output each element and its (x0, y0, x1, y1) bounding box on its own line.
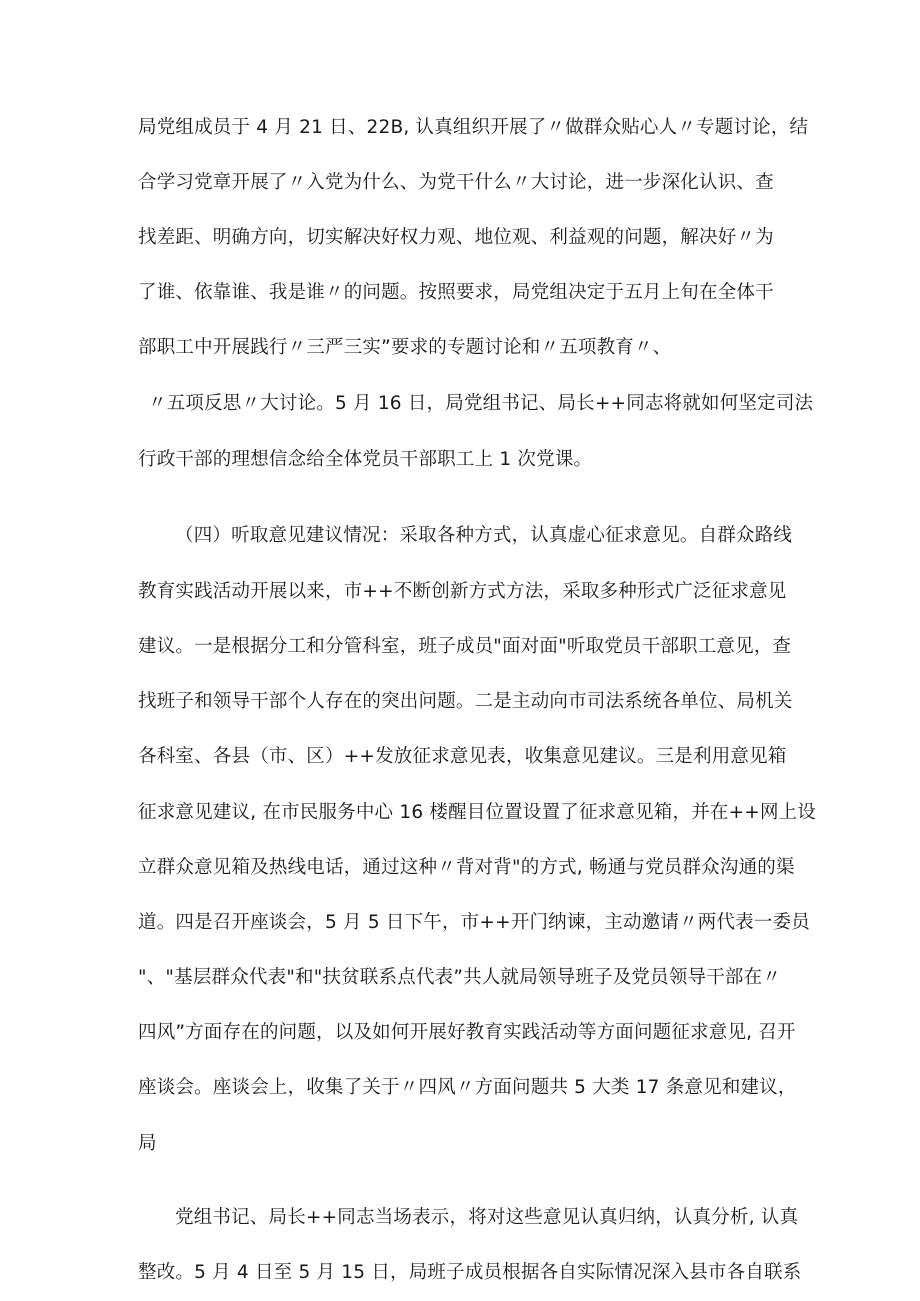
text-line: 行政干部的理想信念给全体党员干部职工上 1 次党课。 (138, 449, 593, 470)
text-line: 整改。5 月 4 日至 5 月 15 日，局班子成员根据各自实际情况深入县市各自联系 (138, 1262, 802, 1283)
text-line: 教育实践活动开展以来，市++不断创新方式方法，采取多种形式广泛征求意见 (138, 581, 787, 602)
text-line: 了谁、依靠谁、我是谁〃的问题。按照要求，局党组决定于五月上旬在全体干 (138, 282, 774, 303)
text-line: "、"基层群众代表"和"扶贫联系点代表”共人就局领导班子及党员领导干部在〃 (138, 967, 782, 988)
text-line: 征求意见建议, 在市民服务中心 16 楼醒目位置设置了征求意见箱，并在++网上设 (138, 802, 817, 823)
text-line: 局 (138, 1133, 157, 1154)
text-line: 部职工中开展践行〃三严三实”要求的专题讨论和〃五项教育〃、 (138, 337, 672, 358)
text-line: 各科室、各县（市、区）++发放征求意见表，收集意见建议。三是利用意见箱 (138, 746, 787, 767)
text-line: 道。四是召开座谈会，5 月 5 日下午，市++开门纳谏，主动邀请〃两代表一委员 (138, 912, 810, 933)
text-line: 局党组成员于 4 月 21 日、22B, 认真组织开展了〃做群众贴心人〃专题讨论，结 (138, 117, 809, 138)
text-line: 找班子和领导干部个人存在的突出问题。二是主动向市司法系统各单位、局机关 (138, 691, 793, 712)
text-line: 〃五项反思〃大讨论。5 月 16 日，局党组书记、局长++同志将就如何坚定司法 (148, 393, 814, 414)
text-line: 四风”方面存在的问题，以及如何开展好教育实践活动等方面问题征求意见, 召开 (138, 1022, 796, 1043)
text-line: 党组书记、局长++同志当场表示，将对这些意见认真归纳，认真分析, 认真 (175, 1207, 799, 1228)
text-line: （四）听取意见建议情况：采取各种方式，认真虚心征求意见。自群众路线 (175, 525, 793, 546)
text-line: 立群众意见箱及热线电话，通过这种〃背对背"的方式, 畅通与党员群众沟通的渠 (138, 857, 795, 878)
text-line: 座谈会。座谈会上，收集了关于〃四风〃方面问题共 5 大类 17 条意见和建议， (138, 1077, 797, 1098)
text-line: 找差距、明确方向，切实解决好权力观、地位观、利益观的问题，解决好〃为 (138, 227, 774, 248)
text-line: 建议。一是根据分工和分管科室，班子成员"面对面"听取党员干部职工意见，查 (138, 636, 792, 657)
text-line: 合学习党章开展了〃入党为什么、为党干什么〃大讨论，进一步深化认识、查 (138, 172, 774, 193)
